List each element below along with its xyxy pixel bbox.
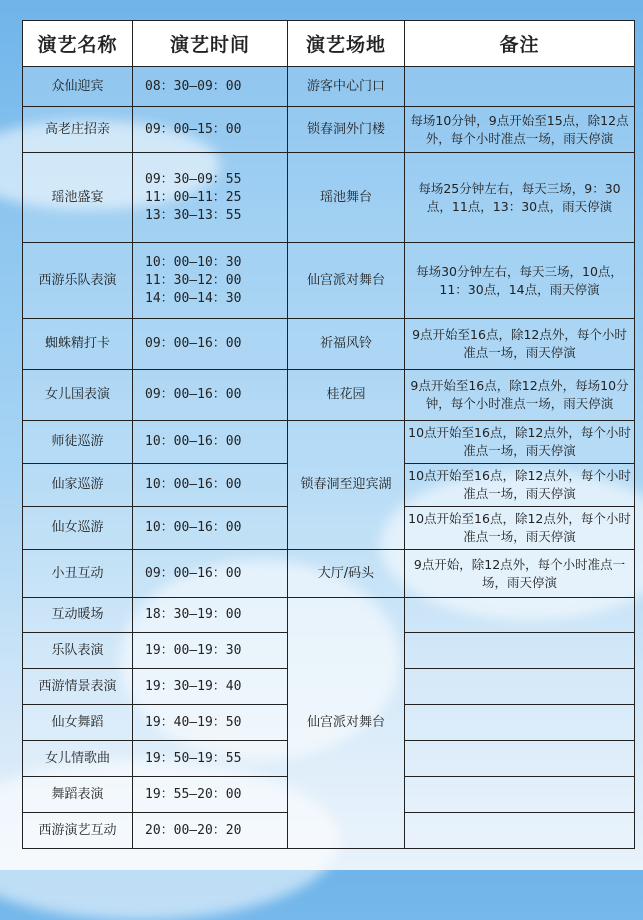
table-header-row bbox=[23, 21, 635, 67]
cell-name: 女儿国表演 bbox=[23, 370, 133, 421]
cell-note: 9点开始，除12点外，每个小时准点一场，雨天停演 bbox=[405, 550, 635, 598]
cell-name: 互动暖场 bbox=[23, 598, 133, 633]
cell-name: 仙女巡游 bbox=[23, 507, 133, 550]
cell-name: 西游情景表演 bbox=[23, 669, 133, 705]
cell-time: 19：50—19：55 bbox=[133, 741, 288, 777]
cell-time: 19：40—19：50 bbox=[133, 705, 288, 741]
cell-name: 乐队表演 bbox=[23, 633, 133, 669]
cell-time: 09：00—16：00 bbox=[133, 319, 288, 370]
cell-time: 09：00—15：00 bbox=[133, 107, 288, 153]
cell-venue: 锁春洞至迎宾湖 bbox=[288, 421, 405, 550]
cell-name: 蜘蛛精打卡 bbox=[23, 319, 133, 370]
cell-note: 每场10分钟，9点开始至15点，除12点外，每个小时准点一场，雨天停演 bbox=[405, 107, 635, 153]
cell-note bbox=[405, 777, 635, 813]
cell-note: 每场30分钟左右，每天三场，10点，11：30点，14点，雨天停演 bbox=[405, 243, 635, 319]
header-time: 演艺时间 bbox=[133, 21, 288, 67]
table-row bbox=[23, 550, 635, 598]
cell-time: 19：00—19：30 bbox=[133, 633, 288, 669]
cell-venue: 仙宫派对舞台 bbox=[288, 598, 405, 849]
table-row bbox=[23, 243, 635, 319]
cell-venue: 锁春洞外门楼 bbox=[288, 107, 405, 153]
cell-note bbox=[405, 669, 635, 705]
cell-name: 西游演艺互动 bbox=[23, 813, 133, 849]
cell-name: 西游乐队表演 bbox=[23, 243, 133, 319]
cell-note bbox=[405, 705, 635, 741]
cell-name: 小丑互动 bbox=[23, 550, 133, 598]
cell-venue: 桂花园 bbox=[288, 370, 405, 421]
cell-name: 舞蹈表演 bbox=[23, 777, 133, 813]
cell-note: 10点开始至16点，除12点外，每个小时准点一场，雨天停演 bbox=[405, 507, 635, 550]
cell-name: 瑶池盛宴 bbox=[23, 153, 133, 243]
cell-venue: 瑶池舞台 bbox=[288, 153, 405, 243]
cell-name: 仙家巡游 bbox=[23, 464, 133, 507]
cell-time: 09：00—16：00 bbox=[133, 370, 288, 421]
cell-time: 10：00—16：00 bbox=[133, 464, 288, 507]
table-row bbox=[23, 107, 635, 153]
schedule-table-container bbox=[22, 20, 634, 849]
cell-venue: 游客中心门口 bbox=[288, 67, 405, 107]
header-venue: 演艺场地 bbox=[288, 21, 405, 67]
performance-schedule-table bbox=[22, 20, 635, 849]
cell-note bbox=[405, 633, 635, 669]
cell-note: 10点开始至16点，除12点外，每个小时准点一场，雨天停演 bbox=[405, 421, 635, 464]
cell-time: 19：30—19：40 bbox=[133, 669, 288, 705]
cell-venue: 祈福风铃 bbox=[288, 319, 405, 370]
cell-time: 09：30—09：55 11：00—11：25 13：30—13：55 bbox=[133, 153, 288, 243]
cell-note: 10点开始至16点，除12点外，每个小时准点一场，雨天停演 bbox=[405, 464, 635, 507]
cell-note bbox=[405, 67, 635, 107]
table-row bbox=[23, 153, 635, 243]
cell-time: 10：00—10：30 11：30—12：00 14：00—14：30 bbox=[133, 243, 288, 319]
cell-venue: 仙宫派对舞台 bbox=[288, 243, 405, 319]
table-row bbox=[23, 67, 635, 107]
cell-name: 众仙迎宾 bbox=[23, 67, 133, 107]
cell-note: 9点开始至16点，除12点外，每场10分钟，每个小时准点一场，雨天停演 bbox=[405, 370, 635, 421]
header-name: 演艺名称 bbox=[23, 21, 133, 67]
cell-name: 仙女舞蹈 bbox=[23, 705, 133, 741]
table-row bbox=[23, 598, 635, 633]
table-row bbox=[23, 421, 635, 464]
cell-note: 每场25分钟左右，每天三场，9：30点，11点，13：30点，雨天停演 bbox=[405, 153, 635, 243]
cell-time: 09：00—16：00 bbox=[133, 550, 288, 598]
table-row bbox=[23, 319, 635, 370]
cell-name: 女儿情歌曲 bbox=[23, 741, 133, 777]
cell-name: 高老庄招亲 bbox=[23, 107, 133, 153]
cell-note: 9点开始至16点，除12点外，每个小时准点一场，雨天停演 bbox=[405, 319, 635, 370]
cell-note bbox=[405, 813, 635, 849]
cell-note bbox=[405, 598, 635, 633]
cell-venue: 大厅/码头 bbox=[288, 550, 405, 598]
cell-time: 10：00—16：00 bbox=[133, 507, 288, 550]
table-row bbox=[23, 370, 635, 421]
cell-time: 18：30—19：00 bbox=[133, 598, 288, 633]
cell-time: 08：30—09：00 bbox=[133, 67, 288, 107]
cell-time: 20：00—20：20 bbox=[133, 813, 288, 849]
cell-time: 10：00—16：00 bbox=[133, 421, 288, 464]
cell-note bbox=[405, 741, 635, 777]
cell-time: 19：55—20：00 bbox=[133, 777, 288, 813]
cell-name: 师徒巡游 bbox=[23, 421, 133, 464]
header-note: 备注 bbox=[405, 21, 635, 67]
